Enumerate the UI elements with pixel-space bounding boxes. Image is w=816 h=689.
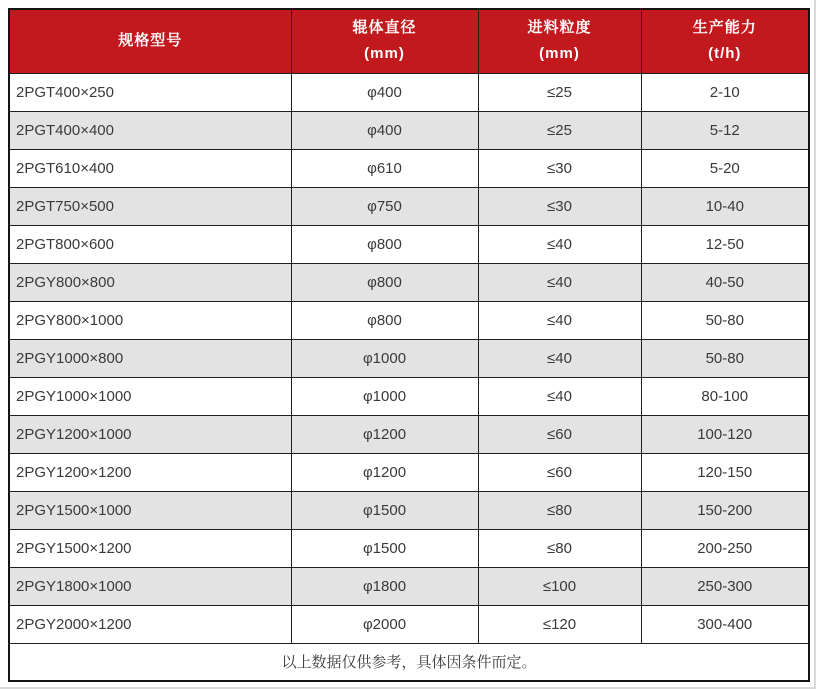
capacity-cell: 10-40: [641, 187, 809, 225]
model-cell: 2PGT400×250: [9, 73, 291, 111]
capacity-cell: 2-10: [641, 73, 809, 111]
table-row: [9, 263, 809, 301]
feed-size-cell: ≤40: [478, 225, 641, 263]
table-row: [9, 567, 809, 605]
model-cell: 2PGY1000×800: [9, 339, 291, 377]
table-row: [9, 339, 809, 377]
col-header-feed-size-title: 进料粒度: [527, 19, 592, 37]
diameter-cell: φ610: [291, 149, 478, 187]
feed-size-cell: ≤40: [478, 263, 641, 301]
diameter-cell: φ750: [291, 187, 478, 225]
model-cell: 2PGY800×1000: [9, 301, 291, 339]
capacity-cell: 12-50: [641, 225, 809, 263]
col-header-roller-diameter-title: 辊体直径: [352, 19, 417, 37]
diameter-cell: φ1000: [291, 377, 478, 415]
table-footer: [9, 643, 809, 681]
table-row: [9, 605, 809, 643]
capacity-cell: 5-12: [641, 111, 809, 149]
diameter-cell: φ1800: [291, 567, 478, 605]
table-row: [9, 415, 809, 453]
model-cell: 2PGT750×500: [9, 187, 291, 225]
col-header-capacity: [641, 9, 809, 73]
feed-size-cell: ≤40: [478, 301, 641, 339]
table-row: [9, 377, 809, 415]
feed-size-cell: ≤100: [478, 567, 641, 605]
diameter-cell: φ400: [291, 111, 478, 149]
capacity-cell: 300-400: [641, 605, 809, 643]
diameter-cell: φ1500: [291, 529, 478, 567]
feed-size-cell: ≤25: [478, 73, 641, 111]
table-row: [9, 225, 809, 263]
table-row: [9, 149, 809, 187]
feed-size-cell: ≤30: [478, 187, 641, 225]
capacity-cell: 40-50: [641, 263, 809, 301]
table-row: [9, 111, 809, 149]
col-header-model-title: 规格型号: [118, 32, 183, 50]
feed-size-cell: ≤120: [478, 605, 641, 643]
diameter-cell: φ800: [291, 301, 478, 339]
model-cell: 2PGY1500×1200: [9, 529, 291, 567]
feed-size-cell: ≤40: [478, 377, 641, 415]
table-row: [9, 491, 809, 529]
capacity-cell: 250-300: [641, 567, 809, 605]
capacity-cell: 100-120: [641, 415, 809, 453]
col-header-model: [9, 9, 291, 73]
table-row: [9, 187, 809, 225]
model-cell: 2PGY2000×1200: [9, 605, 291, 643]
diameter-cell: φ1500: [291, 491, 478, 529]
col-header-roller-diameter-unit: (mm): [364, 45, 405, 63]
model-cell: 2PGY1000×1000: [9, 377, 291, 415]
table-row: [9, 73, 809, 111]
col-header-feed-size: [478, 9, 641, 73]
feed-size-cell: ≤80: [478, 529, 641, 567]
col-header-capacity-unit: (t/h): [708, 45, 742, 63]
header-row: [9, 9, 809, 73]
feed-size-cell: ≤80: [478, 491, 641, 529]
diameter-cell: φ1000: [291, 339, 478, 377]
feed-size-cell: ≤25: [478, 111, 641, 149]
diameter-cell: φ1200: [291, 453, 478, 491]
feed-size-cell: ≤40: [478, 339, 641, 377]
spec-table: [8, 8, 810, 682]
model-cell: 2PGY1500×1000: [9, 491, 291, 529]
model-cell: 2PGT800×600: [9, 225, 291, 263]
capacity-cell: 150-200: [641, 491, 809, 529]
model-cell: 2PGT610×400: [9, 149, 291, 187]
capacity-cell: 120-150: [641, 453, 809, 491]
table-body: [9, 73, 809, 643]
diameter-cell: φ1200: [291, 415, 478, 453]
table-row: [9, 453, 809, 491]
diameter-cell: φ800: [291, 225, 478, 263]
capacity-cell: 80-100: [641, 377, 809, 415]
col-header-roller-diameter: [291, 9, 478, 73]
model-cell: 2PGY1200×1000: [9, 415, 291, 453]
model-cell: 2PGY1200×1200: [9, 453, 291, 491]
capacity-cell: 5-20: [641, 149, 809, 187]
model-cell: 2PGY1800×1000: [9, 567, 291, 605]
table-row: [9, 529, 809, 567]
model-cell: 2PGY800×800: [9, 263, 291, 301]
feed-size-cell: ≤60: [478, 415, 641, 453]
diameter-cell: φ800: [291, 263, 478, 301]
diameter-cell: φ2000: [291, 605, 478, 643]
capacity-cell: 50-80: [641, 339, 809, 377]
capacity-cell: 50-80: [641, 301, 809, 339]
table-row: [9, 301, 809, 339]
feed-size-cell: ≤60: [478, 453, 641, 491]
table-header: [9, 9, 809, 73]
feed-size-cell: ≤30: [478, 149, 641, 187]
col-header-feed-size-unit: (mm): [539, 45, 580, 63]
diameter-cell: φ400: [291, 73, 478, 111]
col-header-capacity-title: 生产能力: [692, 19, 757, 37]
footer-row: [9, 643, 809, 681]
model-cell: 2PGT400×400: [9, 111, 291, 149]
footer-note: 以上数据仅供参考，具体因条件而定。: [9, 643, 809, 681]
capacity-cell: 200-250: [641, 529, 809, 567]
